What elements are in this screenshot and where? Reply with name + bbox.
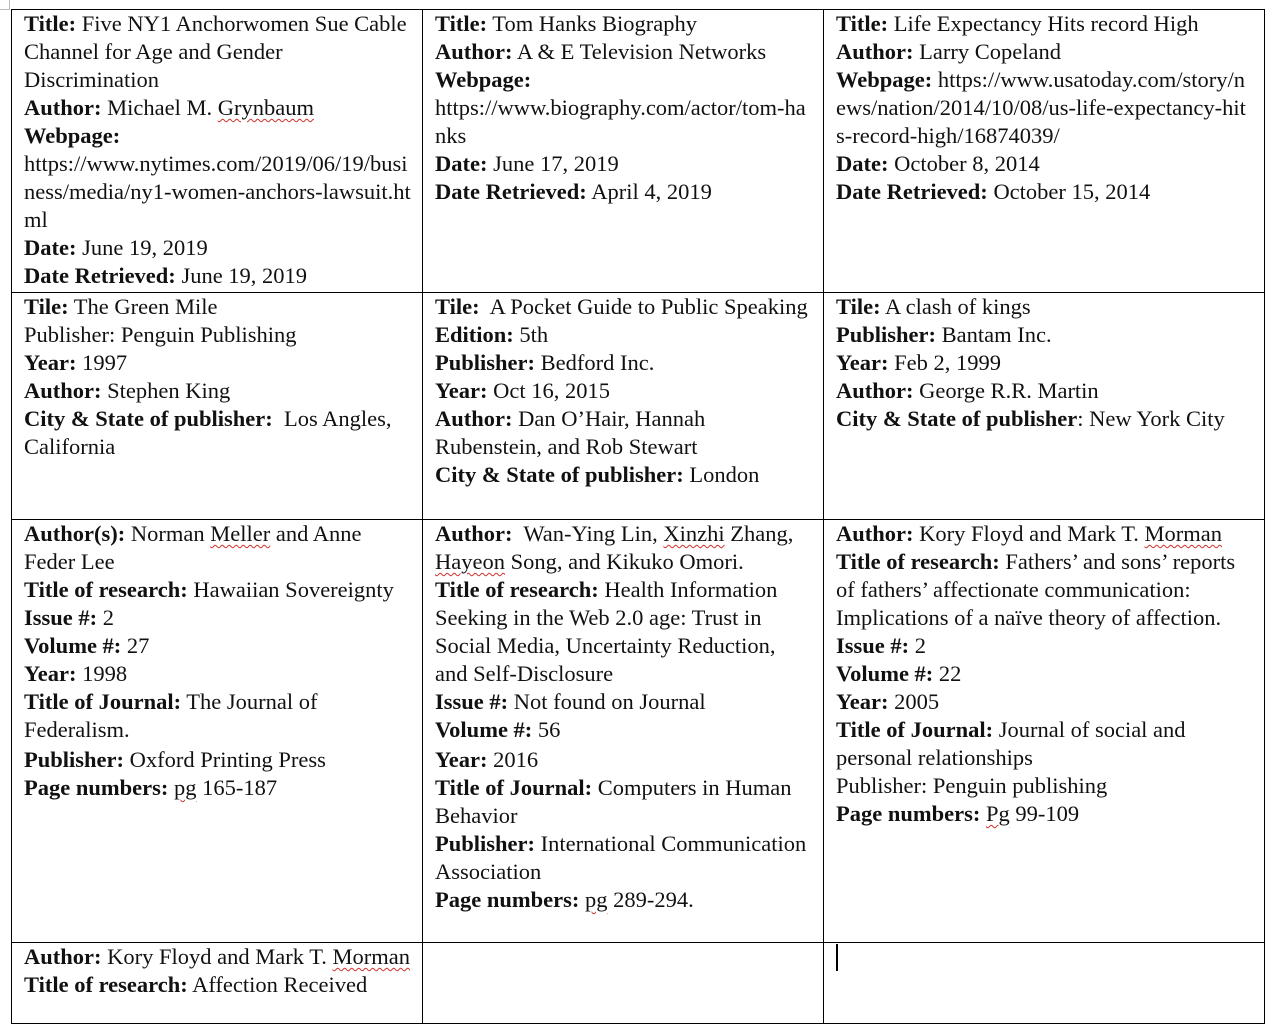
field-value: 56 [532, 717, 561, 742]
field-label: Author: [435, 406, 513, 431]
journal-title-line [24, 688, 412, 744]
year-line [24, 349, 412, 377]
field-value: and Anne Feder Lee [24, 521, 362, 574]
field-label: Tile: [435, 294, 480, 319]
misspelled-word[interactable]: pg [174, 775, 197, 800]
field-label: Author: [24, 95, 102, 120]
year-line [836, 688, 1254, 716]
misspelled-word[interactable]: Morman [1144, 521, 1223, 546]
page-numbers-line [836, 800, 1254, 828]
field-label: Date Retrieved: [836, 179, 988, 204]
research-title-line [435, 576, 813, 688]
author-line [24, 377, 412, 405]
webpage-line [24, 122, 412, 234]
field-value: 27 [121, 633, 150, 658]
field-value: October 15, 2014 [987, 179, 1151, 204]
edition-line [435, 321, 813, 349]
issue-line [24, 604, 412, 632]
title-line [836, 10, 1254, 38]
date-line [24, 234, 412, 262]
publisher-line [24, 746, 412, 774]
field-value: 5th [513, 322, 549, 347]
field-value: 289-294. [607, 887, 694, 912]
field-label: Date Retrieved: [24, 263, 176, 288]
table-cell[interactable] [824, 293, 1265, 520]
publisher-line [435, 349, 813, 377]
table-row [12, 10, 1265, 293]
field-label: Volume #: [836, 661, 934, 686]
table-cell[interactable] [423, 10, 824, 293]
volume-line [435, 716, 813, 744]
page-numbers-line [24, 774, 412, 802]
date-retrieved-line [24, 262, 412, 290]
city-state-line [24, 405, 412, 461]
table-cell[interactable] [12, 943, 423, 1024]
table-cell[interactable] [824, 943, 1265, 1024]
field-label: Title: [24, 11, 77, 36]
journal-title-line [435, 774, 813, 830]
field-value: Song, and Kikuko Omori. [504, 549, 744, 574]
misspelled-word[interactable]: Xinzhi [663, 521, 725, 546]
author-line [836, 520, 1254, 548]
field-value: A & E Television Networks [512, 39, 767, 64]
field-label: Tile: [836, 294, 881, 319]
field-label: Webpage: [435, 67, 532, 92]
field-label: Title of research: [24, 577, 188, 602]
title-line [435, 10, 813, 38]
field-label: Year: [435, 378, 488, 403]
field-value: April 4, 2019 [586, 179, 712, 204]
title-line [24, 10, 412, 94]
field-value: Dan O’Hair, Hannah Rubenstein, and Rob Stewart [435, 406, 706, 459]
publisher-line [435, 830, 813, 886]
field-label: Publisher: [435, 350, 536, 375]
field-label: Volume #: [24, 633, 122, 658]
field-value: 2 [909, 633, 927, 658]
field-label: Title of Journal: [836, 717, 994, 742]
field-value: 2016 [487, 747, 539, 772]
field-value: A clash of kings [880, 294, 1031, 319]
field-value: Wan-Ying Lin, [512, 521, 664, 546]
research-title-line [836, 548, 1254, 632]
year-line [435, 746, 813, 774]
misspelled-word[interactable]: Morman [332, 944, 411, 969]
table-cell[interactable] [423, 520, 824, 943]
publisher-line: Publisher: Penguin Publishing [24, 322, 297, 347]
field-label: Author: [24, 944, 102, 969]
field-label: Year: [24, 350, 77, 375]
webpage-line [836, 66, 1254, 150]
field-value: Five NY1 Anchorwomen Sue Cable Channel for Age and Gender Discrimination [24, 11, 407, 92]
date-line [435, 150, 813, 178]
field-label: Author: [836, 39, 914, 64]
field-value: https://www.usatoday.com/story/news/nation/2014/10/08/us-life-expectancy-hits-record-high/16874039/ [836, 67, 1246, 148]
author-line [435, 520, 813, 576]
field-value: 1998 [76, 661, 128, 686]
field-value: June 19, 2019 [175, 263, 308, 288]
field-value: Bantam Inc. [936, 322, 1052, 347]
field-label: City & State of publisher: [435, 462, 684, 487]
page-numbers-line [435, 886, 813, 914]
field-label: Title: [836, 11, 889, 36]
misspelled-word[interactable]: Meller [210, 521, 271, 546]
field-label: Issue #: [836, 633, 910, 658]
field-label: City & State of publisher: [24, 406, 273, 431]
field-value: https://www.biography.com/actor/tom-hanks [435, 95, 806, 148]
date-line [836, 150, 1254, 178]
field-label: Author: [836, 521, 914, 546]
field-value: 2 [97, 605, 115, 630]
field-value: https://www.nytimes.com/2019/06/19/business/media/ny1-women-anchors-lawsuit.html [24, 151, 411, 232]
field-label: Webpage: [24, 123, 121, 148]
field-value: 99-109 [1009, 801, 1080, 826]
table-cell[interactable] [423, 293, 824, 520]
field-value: Life Expectancy Hits record High [888, 11, 1199, 36]
year-line [836, 349, 1254, 377]
table-cell[interactable] [824, 520, 1265, 943]
field-label: Year: [24, 661, 77, 686]
field-label: Year: [435, 747, 488, 772]
author-line [435, 405, 813, 461]
table-cell[interactable] [12, 520, 423, 943]
table-row [12, 520, 1265, 943]
field-label: Author: [24, 378, 102, 403]
city-state-line [836, 405, 1254, 433]
field-label: Title of research: [836, 549, 1000, 574]
references-table [11, 9, 1265, 1024]
field-label: Author(s): [24, 521, 126, 546]
text-cursor [836, 944, 838, 971]
publisher-line: Publisher: Penguin publishing [836, 773, 1108, 798]
field-label: Year: [836, 689, 889, 714]
field-value: Hawaiian Sovereignty [187, 577, 394, 602]
field-label: Title of research: [24, 972, 188, 997]
field-value: Oct 16, 2015 [487, 378, 610, 403]
author-line [24, 520, 412, 576]
title-line [435, 293, 813, 321]
field-label: Publisher: [24, 747, 125, 772]
field-value: A Pocket Guide to Public Speaking [479, 294, 808, 319]
date-retrieved-line [435, 178, 813, 206]
field-label: Author: [836, 378, 914, 403]
field-label: Author: [435, 521, 513, 546]
field-label: Publisher: [836, 322, 937, 347]
table-cell[interactable] [423, 943, 824, 1024]
author-line [836, 377, 1254, 405]
field-value: Stephen King [101, 378, 231, 403]
field-label: Author: [435, 39, 513, 64]
field-value: Larry Copeland [913, 39, 1061, 64]
field-label: Page numbers: [24, 775, 169, 800]
misspelled-word[interactable]: Grynbaum [217, 95, 314, 120]
issue-line [836, 632, 1254, 660]
issue-line [435, 688, 813, 716]
field-value: Los Angles, California [24, 406, 398, 459]
publisher-line [836, 321, 1254, 349]
year-line [435, 377, 813, 405]
field-value: George R.R. Martin [913, 378, 1099, 403]
field-value: London [683, 462, 760, 487]
volume-line [836, 660, 1254, 688]
field-value: The Green Mile [68, 294, 218, 319]
title-line [24, 293, 412, 321]
field-label: Date: [836, 151, 889, 176]
field-label: Edition: [435, 322, 514, 347]
table-row [12, 293, 1265, 520]
city-state-line [435, 461, 813, 489]
field-label: Page numbers: [836, 801, 981, 826]
field-label: Webpage: [836, 67, 933, 92]
field-value: 1997 [76, 350, 128, 375]
author-line [24, 94, 412, 122]
table-cell[interactable] [12, 293, 423, 520]
field-value: Affection Received [187, 972, 368, 997]
research-title-line [24, 576, 412, 604]
field-label: Date: [435, 151, 488, 176]
field-value: October 8, 2014 [888, 151, 1040, 176]
field-label: Date: [24, 235, 77, 260]
field-value: Computers in Human Behavior [435, 775, 792, 828]
field-label: Volume #: [435, 717, 533, 742]
date-retrieved-line [836, 178, 1254, 206]
volume-line [24, 632, 412, 660]
field-label: Issue #: [24, 605, 98, 630]
field-value: Not found on Journal [508, 689, 706, 714]
field-label: Title: [435, 11, 488, 36]
field-value: Kory Floyd and Mark T. [101, 944, 333, 969]
field-value: Norman [125, 521, 211, 546]
field-value: Journal of social and personal relationships [836, 717, 1186, 770]
field-value: 165-187 [196, 775, 278, 800]
field-value: International Communication Association [435, 831, 807, 884]
author-line [836, 38, 1254, 66]
field-label: Page numbers: [435, 887, 580, 912]
field-label: Title of research: [435, 577, 599, 602]
misspelled-word[interactable]: Pg [986, 801, 1010, 826]
field-label: Title of Journal: [435, 775, 593, 800]
table-cell[interactable] [824, 10, 1265, 293]
field-label: Year: [836, 350, 889, 375]
field-value: Bedford Inc. [535, 350, 655, 375]
year-line [24, 660, 412, 688]
field-value: June 19, 2019 [76, 235, 208, 260]
field-value: Tom Hanks Biography [487, 11, 697, 36]
field-value: Zhang, [724, 521, 794, 546]
field-value: : New York City [1077, 406, 1225, 431]
author-line [24, 943, 412, 971]
field-label: Tile: [24, 294, 69, 319]
field-label: Date Retrieved: [435, 179, 587, 204]
misspelled-word[interactable]: pg [585, 887, 608, 912]
author-line [435, 38, 813, 66]
field-label: Publisher: [435, 831, 536, 856]
field-value: 2005 [888, 689, 940, 714]
page-corner-mark [0, 0, 10, 10]
field-value: 22 [933, 661, 962, 686]
field-value: Michael M. [101, 95, 218, 120]
journal-title-line [836, 716, 1254, 772]
title-line [836, 293, 1254, 321]
field-value: Health Information Seeking in the Web 2.0 age: Trust in Social Media, Uncertainty Reduction, and Self-Disclosure [435, 577, 778, 686]
field-value: Feb 2, 1999 [888, 350, 1001, 375]
field-label: Issue #: [435, 689, 509, 714]
field-value: June 17, 2019 [487, 151, 619, 176]
table-row [12, 943, 1265, 1024]
field-value: The Journal of Federalism. [24, 689, 318, 742]
webpage-line [435, 66, 813, 150]
research-title-line [24, 971, 412, 999]
field-value: Oxford Printing Press [124, 747, 326, 772]
field-value: Fathers’ and sons’ reports of fathers’ affectionate communication: Implications of a naïve theory of affection. [836, 549, 1236, 630]
field-label: City & State of publisher [836, 406, 1078, 431]
misspelled-word[interactable]: Hayeon [435, 549, 505, 574]
table-cell[interactable] [12, 10, 423, 293]
field-value: Kory Floyd and Mark T. [913, 521, 1145, 546]
field-label: Title of Journal: [24, 689, 182, 714]
